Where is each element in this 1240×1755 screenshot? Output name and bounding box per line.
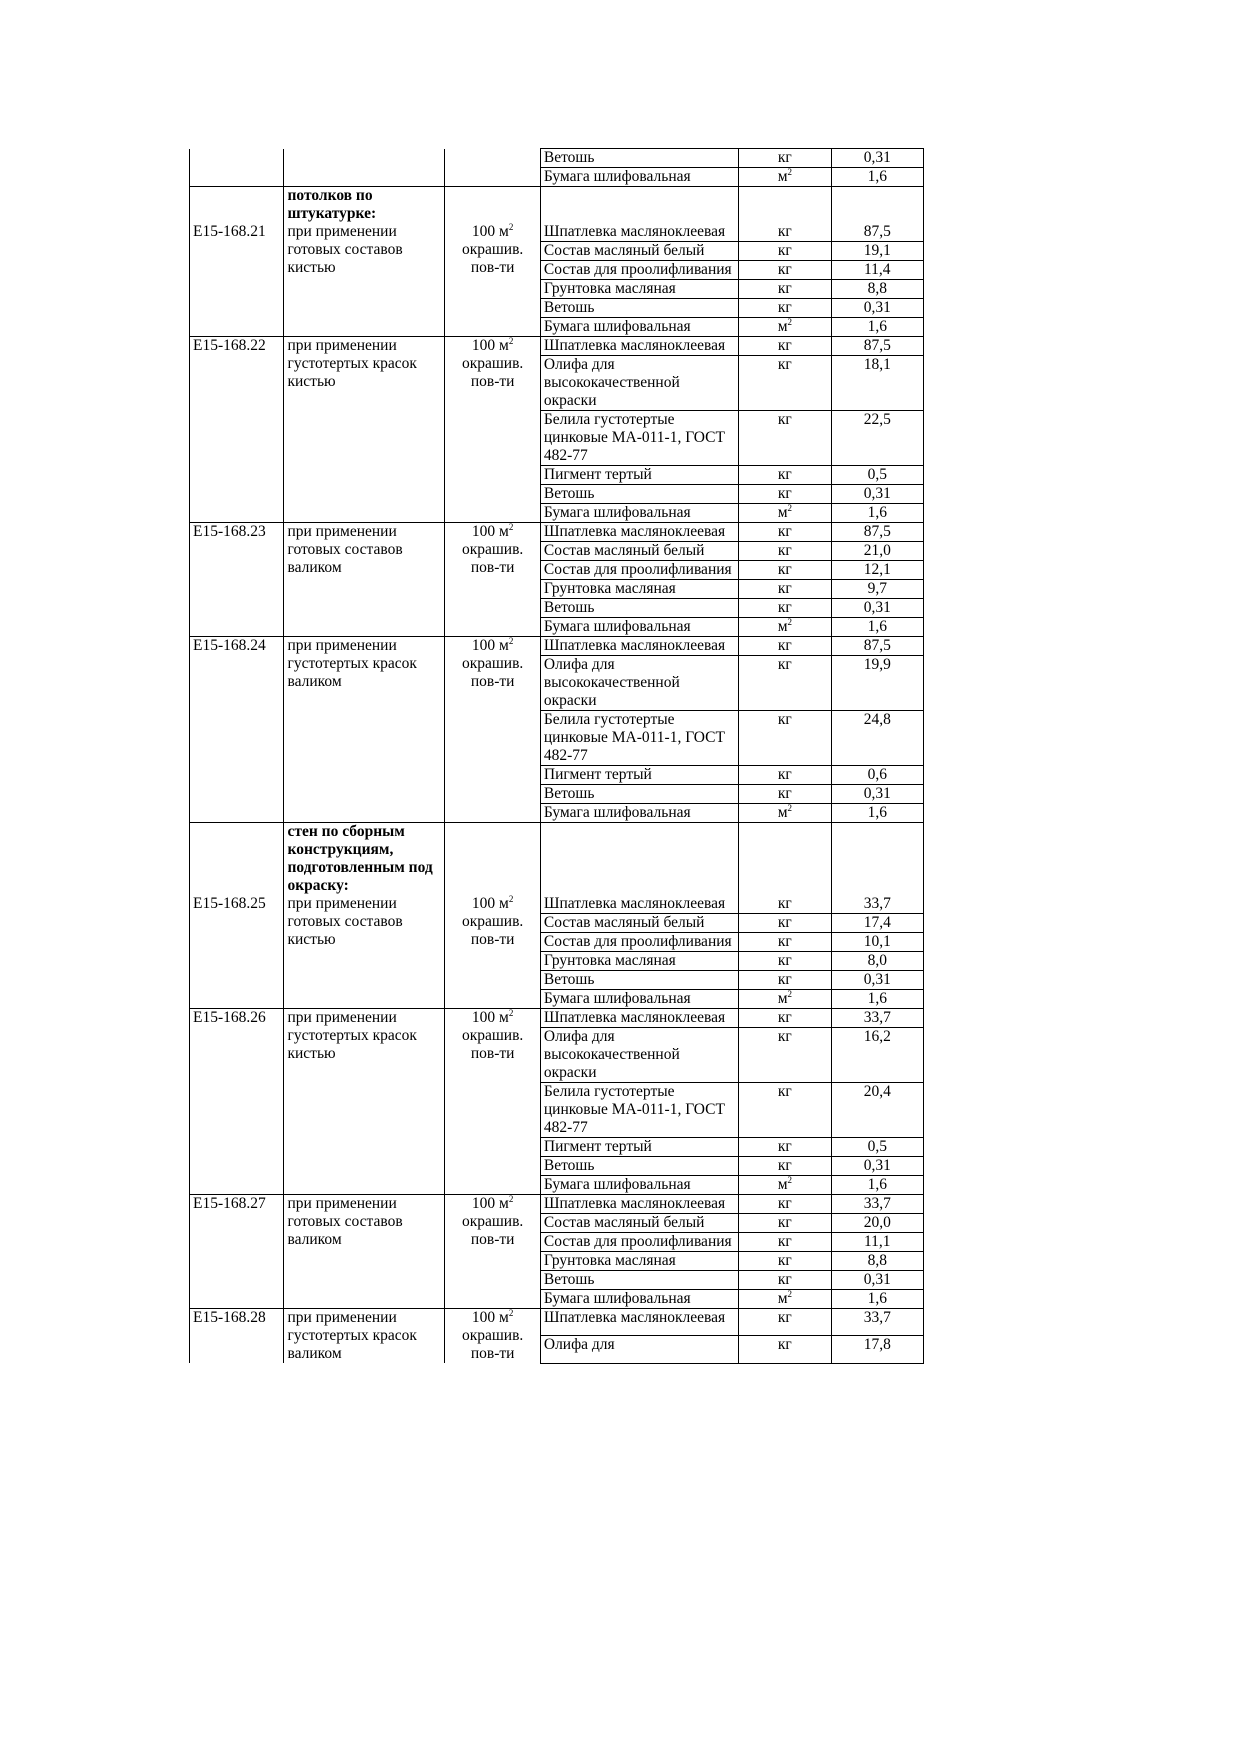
norm-code-cell (190, 637, 284, 823)
material-unit: кг (739, 823, 831, 914)
material-name: Грунтовка масляная (540, 580, 738, 599)
material-unit: кг (739, 523, 831, 542)
material-quantity: 17,4 (831, 914, 923, 933)
material-name: Ветошь (540, 299, 738, 318)
material-quantity: 33,7 (831, 1309, 923, 1336)
material-unit: кг (739, 952, 831, 971)
material-quantity: 24,8 (831, 711, 923, 766)
material-unit: кг (739, 261, 831, 280)
material-unit: кг (739, 411, 831, 466)
material-name: Состав масляный белый (540, 542, 738, 561)
work-description-cell (284, 1195, 445, 1309)
material-name: Шпатлевка масляноклеевая (540, 637, 738, 656)
measure-unit-cell (445, 187, 541, 337)
material-unit: кг (739, 299, 831, 318)
work-description-cell (284, 523, 445, 637)
material-quantity: 1,6 (831, 1290, 923, 1309)
material-quantity: 0,31 (831, 1157, 923, 1176)
material-unit: кг (739, 785, 831, 804)
material-quantity: 33,7 (831, 1009, 923, 1028)
material-name: Состав масляный белый (540, 1214, 738, 1233)
material-unit: кг (739, 656, 831, 711)
material-quantity: 19,9 (831, 656, 923, 711)
norm-code: Е15-168.23 (193, 523, 266, 540)
norm-code: Е15-168.27 (193, 1195, 266, 1212)
material-unit: кг (739, 1157, 831, 1176)
material-name: Ветошь (540, 485, 738, 504)
material-unit: кг (739, 485, 831, 504)
material-unit: кг (739, 561, 831, 580)
measure-unit: 100 $м^2$ окрашив. пов-ти (461, 1008, 524, 1062)
material-unit: кг (739, 356, 831, 411)
material-unit: $м^2$ (739, 990, 831, 1009)
work-description: при применении густотертых красок кистью (287, 1009, 417, 1062)
material-quantity: 8,8 (831, 280, 923, 299)
material-unit: кг (739, 337, 831, 356)
material-quantity: 0,31 (831, 599, 923, 618)
material-quantity: 87,5 (831, 637, 923, 656)
material-quantity: 87,5 (831, 337, 923, 356)
material-name: Белила густотертые цинковые МА-011-1, ГОСТ 482-77 (540, 711, 738, 766)
material-name: Бумага шлифовальная (540, 1290, 738, 1309)
norm-code: Е15-168.28 (193, 1309, 266, 1326)
material-unit: кг (739, 542, 831, 561)
work-description-cell (284, 149, 445, 187)
table-row (190, 1309, 924, 1336)
material-unit: кг (739, 580, 831, 599)
material-name: Шпатлевка масляноклеевая (540, 523, 738, 542)
material-quantity: 1,6 (831, 618, 923, 637)
material-name: Пигмент тертый (540, 766, 738, 785)
work-description: при применении густотертых красок валиком (287, 1309, 417, 1362)
work-description: при применении готовых составов валиком (287, 523, 403, 576)
material-unit: кг (739, 933, 831, 952)
table-row (190, 1195, 924, 1214)
material-quantity: 11,4 (831, 261, 923, 280)
measure-unit: 100 $м^2$ окрашив. пов-ти (461, 222, 524, 276)
table-row (190, 637, 924, 656)
material-quantity: 20,4 (831, 1083, 923, 1138)
norms-table-body (190, 149, 924, 1364)
material-name: Бумага шлифовальная (540, 318, 738, 337)
material-unit: кг (739, 711, 831, 766)
material-quantity: 19,1 (831, 242, 923, 261)
measure-unit-cell (445, 823, 541, 1009)
material-unit: $м^2$ (739, 804, 831, 823)
material-quantity: 0,31 (831, 785, 923, 804)
material-quantity: 8,0 (831, 952, 923, 971)
work-description: при применении готовых составов кистью (287, 223, 403, 276)
material-unit: кг (739, 914, 831, 933)
material-quantity: 0,6 (831, 766, 923, 785)
norm-code-cell (190, 149, 284, 187)
material-name: Пигмент тертый (540, 466, 738, 485)
material-unit: кг (739, 187, 831, 242)
table-row (190, 149, 924, 168)
material-name: Шпатлевка масляноклеевая (540, 187, 738, 242)
table-row (190, 337, 924, 356)
material-name: Шпатлевка масляноклеевая (540, 337, 738, 356)
material-unit: кг (739, 1233, 831, 1252)
material-unit: $м^2$ (739, 1290, 831, 1309)
material-unit: $м^2$ (739, 504, 831, 523)
material-quantity: 0,31 (831, 299, 923, 318)
norm-code: Е15-168.25 (193, 895, 266, 912)
work-description-cell (284, 823, 445, 1009)
norm-code-cell (190, 1009, 284, 1195)
material-name: Шпатлевка масляноклеевая (540, 823, 738, 914)
material-unit: кг (739, 1252, 831, 1271)
material-quantity: 1,6 (831, 804, 923, 823)
material-quantity: 20,0 (831, 1214, 923, 1233)
material-name: Олифа для высококачественной окраски (540, 1028, 738, 1083)
table-row (190, 1009, 924, 1028)
material-name: Ветошь (540, 971, 738, 990)
work-description-cell (284, 637, 445, 823)
measure-unit: 100 $м^2$ окрашив. пов-ти (461, 1194, 524, 1248)
material-name: Бумага шлифовальная (540, 1176, 738, 1195)
material-unit: $м^2$ (739, 618, 831, 637)
norm-code-cell (190, 523, 284, 637)
material-name: Ветошь (540, 1157, 738, 1176)
table-row (190, 187, 924, 242)
material-name: Бумага шлифовальная (540, 618, 738, 637)
material-quantity: 1,6 (831, 168, 923, 187)
material-quantity: 0,5 (831, 466, 923, 485)
work-description: при применении готовых составов валиком (287, 1195, 403, 1248)
norm-code-cell (190, 187, 284, 337)
material-quantity: 0,31 (831, 149, 923, 168)
material-name: Олифа для высококачественной окраски (540, 356, 738, 411)
material-unit: кг (739, 466, 831, 485)
material-unit: кг (739, 1138, 831, 1157)
material-unit: кг (739, 637, 831, 656)
measure-unit: 100 $м^2$ окрашив. пов-ти (461, 894, 524, 948)
measure-unit-cell (445, 337, 541, 523)
material-quantity: 17,8 (831, 1336, 923, 1363)
work-description-cell (284, 1009, 445, 1195)
norm-code-cell (190, 1195, 284, 1309)
material-unit: $м^2$ (739, 1176, 831, 1195)
material-name: Шпатлевка масляноклеевая (540, 1195, 738, 1214)
material-name: Шпатлевка масляноклеевая (540, 1009, 738, 1028)
measure-unit-cell (445, 1009, 541, 1195)
material-quantity: 16,2 (831, 1028, 923, 1083)
material-quantity: 1,6 (831, 318, 923, 337)
norm-code-cell (190, 823, 284, 1009)
material-name: Ветошь (540, 149, 738, 168)
table-row (190, 823, 924, 914)
material-name: Бумага шлифовальная (540, 168, 738, 187)
material-quantity: 11,1 (831, 1233, 923, 1252)
material-quantity: 10,1 (831, 933, 923, 952)
measure-unit: 100 $м^2$ окрашив. пов-ти (461, 636, 524, 690)
work-description-cell (284, 337, 445, 523)
measure-unit-cell (445, 1309, 541, 1364)
norm-code: Е15-168.22 (193, 337, 266, 354)
material-quantity: 8,8 (831, 1252, 923, 1271)
material-quantity: 12,1 (831, 561, 923, 580)
material-name: Шпатлевка масляноклеевая (540, 1309, 738, 1336)
material-name: Состав для проолифливания (540, 1233, 738, 1252)
material-name: Олифа для (540, 1336, 738, 1363)
material-unit: кг (739, 1028, 831, 1083)
norm-code: Е15-168.21 (193, 223, 266, 240)
material-name: Бумага шлифовальная (540, 990, 738, 1009)
work-description: при применении готовых составов кистью (287, 895, 403, 948)
material-quantity: 21,0 (831, 542, 923, 561)
material-unit: кг (739, 149, 831, 168)
measure-unit-cell (445, 149, 541, 187)
material-unit: кг (739, 1271, 831, 1290)
material-quantity: 1,6 (831, 1176, 923, 1195)
material-unit: кг (739, 1214, 831, 1233)
norm-code-cell (190, 1309, 284, 1364)
norm-code: Е15-168.24 (193, 637, 266, 654)
measure-unit-cell (445, 1195, 541, 1309)
material-name: Грунтовка масляная (540, 280, 738, 299)
material-quantity: 1,6 (831, 504, 923, 523)
material-unit: кг (739, 1083, 831, 1138)
material-unit: $м^2$ (739, 318, 831, 337)
material-quantity: 33,7 (831, 823, 923, 914)
measure-unit-cell (445, 523, 541, 637)
material-unit: кг (739, 1195, 831, 1214)
material-quantity: 0,31 (831, 485, 923, 504)
material-quantity: 22,5 (831, 411, 923, 466)
work-description-cell (284, 1309, 445, 1364)
material-unit: кг (739, 971, 831, 990)
measure-unit: 100 $м^2$ окрашив. пов-ти (461, 522, 524, 576)
material-quantity: 87,5 (831, 523, 923, 542)
material-quantity: 0,31 (831, 971, 923, 990)
material-name: Бумага шлифовальная (540, 504, 738, 523)
material-name: Ветошь (540, 785, 738, 804)
material-name: Состав для проолифливания (540, 561, 738, 580)
material-name: Ветошь (540, 1271, 738, 1290)
material-quantity: 0,5 (831, 1138, 923, 1157)
material-quantity: 0,31 (831, 1271, 923, 1290)
material-name: Пигмент тертый (540, 1138, 738, 1157)
material-unit: $м^2$ (739, 168, 831, 187)
material-unit: кг (739, 1309, 831, 1336)
norm-code-cell (190, 337, 284, 523)
work-description: при применении густотертых красок кистью (287, 337, 417, 390)
section-heading: стен по сборным конструкциям, подготовленным под окраску: (287, 823, 433, 894)
material-name: Состав масляный белый (540, 242, 738, 261)
section-heading: потолков по штукатурке: (287, 187, 377, 222)
material-name: Олифа для высококачественной окраски (540, 656, 738, 711)
material-name: Бумага шлифовальная (540, 804, 738, 823)
material-quantity: 33,7 (831, 1195, 923, 1214)
material-name: Грунтовка масляная (540, 1252, 738, 1271)
norms-table (189, 148, 924, 1364)
material-name: Состав для проолифливания (540, 933, 738, 952)
material-name: Состав для проолифливания (540, 261, 738, 280)
material-unit: кг (739, 766, 831, 785)
material-unit: кг (739, 280, 831, 299)
material-name: Белила густотертые цинковые МА-011-1, ГОСТ 482-77 (540, 411, 738, 466)
material-quantity: 1,6 (831, 990, 923, 1009)
material-unit: кг (739, 242, 831, 261)
material-name: Ветошь (540, 599, 738, 618)
material-unit: кг (739, 1009, 831, 1028)
material-unit: кг (739, 1336, 831, 1363)
measure-unit-cell (445, 637, 541, 823)
material-name: Состав масляный белый (540, 914, 738, 933)
measure-unit: 100 $м^2$ окрашив. пов-ти (461, 1308, 524, 1362)
material-quantity: 18,1 (831, 356, 923, 411)
table-row (190, 523, 924, 542)
material-quantity: 9,7 (831, 580, 923, 599)
work-description-cell (284, 187, 445, 337)
material-name: Грунтовка масляная (540, 952, 738, 971)
norm-code: Е15-168.26 (193, 1009, 266, 1026)
material-name: Белила густотертые цинковые МА-011-1, ГОСТ 482-77 (540, 1083, 738, 1138)
material-unit: кг (739, 599, 831, 618)
work-description: при применении густотертых красок валиком (287, 637, 417, 690)
measure-unit: 100 $м^2$ окрашив. пов-ти (461, 336, 524, 390)
material-quantity: 87,5 (831, 187, 923, 242)
